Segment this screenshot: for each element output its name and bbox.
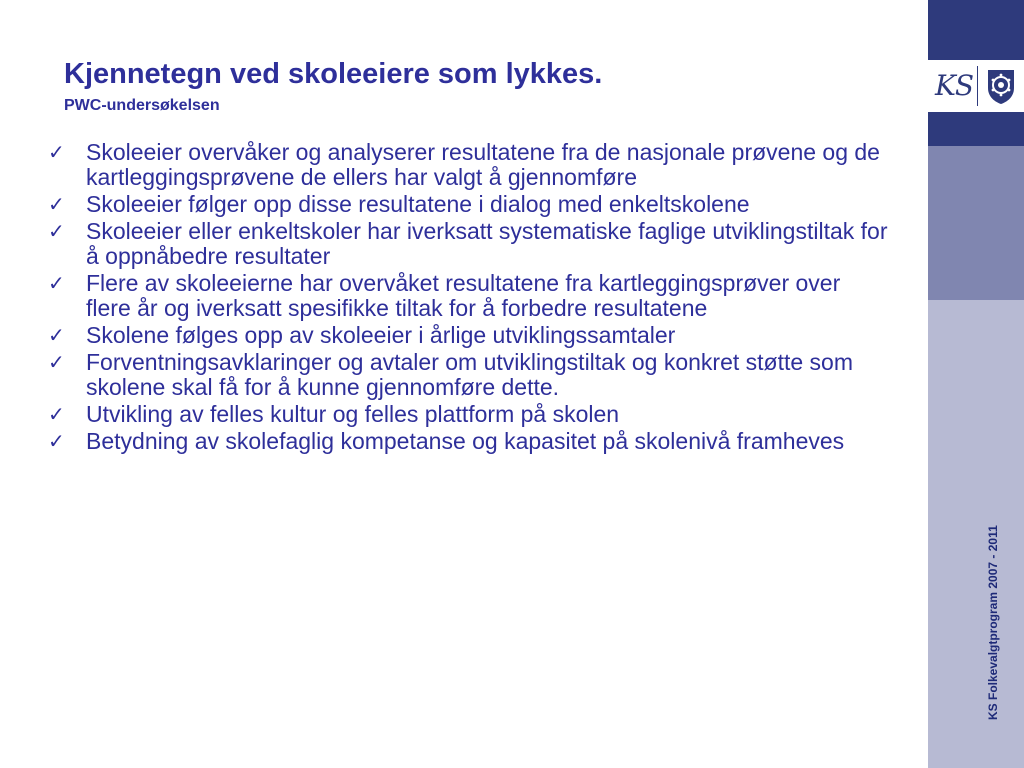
bullet-text: Skoleeier følger opp disse resultatene i dialog med enkeltskolene	[86, 191, 750, 217]
bullet-text: Skoleeier eller enkeltskoler har iverksatt systematiske faglige utviklingstiltak for å oppnåbedre resultater	[86, 218, 888, 269]
checkmark-icon: ✓	[48, 219, 65, 243]
ks-logo: KS	[934, 69, 974, 102]
sidebar-band-light	[928, 300, 1024, 768]
bullet-text: Skoleeier overvåker og analyserer resultatene fra de nasjonale prøvene og de kartleggingsprøvene de ellers har valgt å gjennomføre	[86, 139, 880, 190]
checkmark-icon: ✓	[48, 350, 65, 374]
bullet-item	[48, 429, 888, 454]
seal-icon	[984, 66, 1018, 106]
bullet-item	[48, 323, 888, 348]
bullet-item	[48, 140, 888, 190]
bullet-item	[48, 402, 888, 427]
checkmark-icon: ✓	[48, 323, 65, 347]
bullet-item	[48, 271, 888, 321]
bullet-text: Flere av skoleeierne har overvåket resultatene fra kartleggingsprøver over flere år og iverksatt spesifikke tiltak for å forbedre resultatene	[86, 270, 841, 321]
bullet-item	[48, 219, 888, 269]
slide-subtitle: PWC-undersøkelsen	[64, 97, 220, 114]
slide-title: Kjennetegn ved skoleeiere som lykkes.	[64, 58, 603, 90]
bullet-text: Utvikling av felles kultur og felles plattform på skolen	[86, 401, 620, 427]
bullet-item	[48, 350, 888, 400]
checkmark-icon: ✓	[48, 429, 65, 453]
checkmark-icon: ✓	[48, 192, 65, 216]
footer-text: KS Folkevalgtprogram 2007 - 2011	[986, 525, 1000, 720]
sidebar-band-mid	[928, 146, 1024, 300]
bullet-text: Betydning av skolefaglig kompetanse og kapasitet på skolenivå framheves	[86, 428, 845, 454]
checkmark-icon: ✓	[48, 140, 65, 164]
checkmark-icon: ✓	[48, 271, 65, 295]
bullet-list	[48, 140, 888, 456]
sidebar-band-dark	[928, 112, 1024, 146]
bullet-item	[48, 192, 888, 217]
logo-divider	[977, 66, 978, 106]
bullet-text: Forventningsavklaringer og avtaler om utviklingstiltak og konkret støtte som skolene skal få for å kunne gjennomføre dette.	[86, 349, 853, 400]
sidebar-band-top	[928, 0, 1024, 60]
bullet-text: Skolene følges opp av skoleeier i årlige utviklingssamtaler	[86, 322, 676, 348]
checkmark-icon: ✓	[48, 402, 65, 426]
